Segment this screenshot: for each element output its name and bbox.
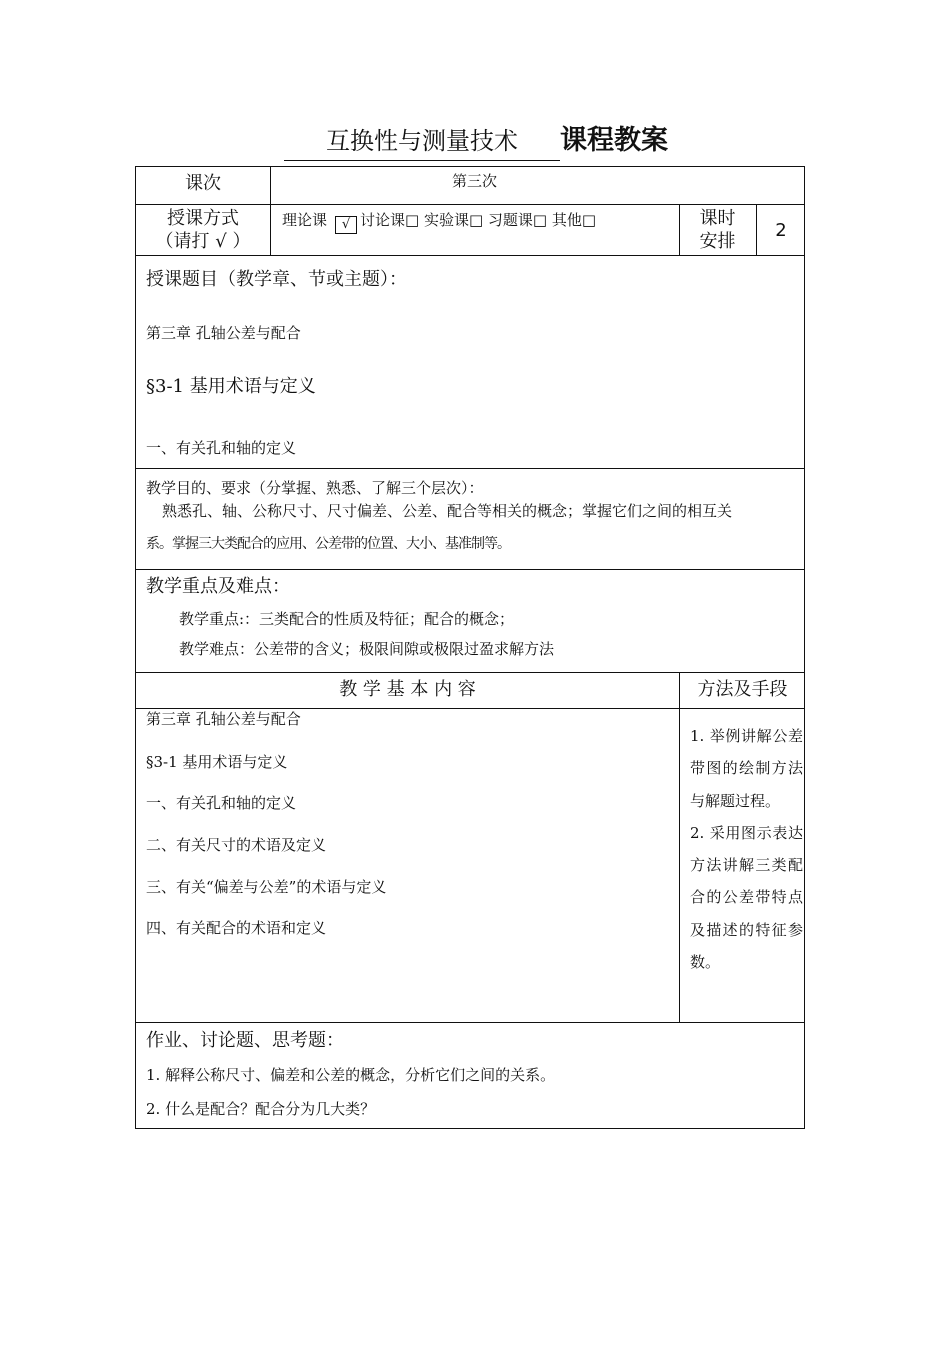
document-title <box>0 122 952 161</box>
homework-item: 1. 解释公称尺寸、偏差和公差的概念，分析它们之间的关系。 <box>146 1066 556 1084</box>
method-header: 方法及手段 <box>697 679 788 700</box>
content-line: 第三章 孔轴公差与配合 <box>146 710 301 728</box>
objectives-line2: 系。掌握三大类配合的应用、公差带的位置、大小、基准制等。 <box>146 536 510 552</box>
objectives-label: 教学目的、要求（分掌握、熟悉、了解三个层次）： <box>146 479 484 497</box>
topic-subsection: 一、有关孔和轴的定义 <box>146 439 297 457</box>
teaching-method-hint: （请打 √ ） <box>155 231 251 252</box>
topic-label: 授课题目（教学章、节或主题）： <box>146 269 407 290</box>
course-name: 互换性与测量技术 <box>284 122 560 161</box>
topic-chapter: 第三章 孔轴公差与配合 <box>146 324 301 342</box>
row-divider <box>136 468 804 469</box>
content-line: 四、有关配合的术语和定义 <box>146 919 327 937</box>
row-divider <box>136 204 804 205</box>
document-type: 课程教案 <box>560 125 668 156</box>
option-theory-label: 理论课 <box>282 211 328 229</box>
row-divider <box>136 255 804 256</box>
content-line: §3-1 基用术语与定义 <box>146 753 288 771</box>
row-divider <box>136 1022 804 1023</box>
homework-item: 2. 什么是配合？配合分为几大类？ <box>146 1100 376 1118</box>
key-focus: 教学重点:：三类配合的性质及特征；配合的概念； <box>179 610 515 628</box>
column-divider <box>679 672 680 1022</box>
key-difficulty: 教学难点：公差带的含义；极限间隙或极限过盈求解方法 <box>179 640 555 658</box>
objectives-line1: 熟悉孔、轴、公称尺寸、尺寸偏差、公差、配合等相关的概念；掌握它们之间的相互关 <box>162 502 733 520</box>
content-header: 教 学 基 本 内 容 <box>339 679 476 700</box>
row-divider <box>136 569 804 570</box>
content-line: 三、有关“偏差与公差”的术语与定义 <box>146 878 387 896</box>
lesson-plan-form <box>135 166 805 1129</box>
method-list <box>690 720 803 978</box>
method-item: 2. 采用图示表达方法讲解三类配合的公差带特点及描述的特征参数。 <box>690 823 803 972</box>
homework-label: 作业、讨论题、思考题： <box>146 1030 344 1051</box>
session-label: 课次 <box>185 173 221 194</box>
hours-value: 2 <box>775 220 787 241</box>
content-line: 二、有关尺寸的术语及定义 <box>146 836 327 854</box>
hours-label-2: 安排 <box>699 231 736 252</box>
option-theory-checkbox[interactable]: √ <box>335 216 357 234</box>
row-divider <box>136 672 804 673</box>
hours-label: 课时 <box>699 208 736 229</box>
teaching-method-options <box>282 210 596 234</box>
other-options: 讨论课□ 实验课□ 习题课□ 其他□ <box>360 211 597 229</box>
content-line: 一、有关孔和轴的定义 <box>146 794 297 812</box>
topic-section: §3-1 基用术语与定义 <box>146 376 316 397</box>
key-points-label: 教学重点及难点： <box>146 576 290 597</box>
session-value: 第三次 <box>451 172 497 190</box>
method-item: 1. 举例讲解公差带图的绘制方法与解题过程。 <box>690 727 803 810</box>
teaching-method-label: 授课方式 <box>167 208 239 229</box>
